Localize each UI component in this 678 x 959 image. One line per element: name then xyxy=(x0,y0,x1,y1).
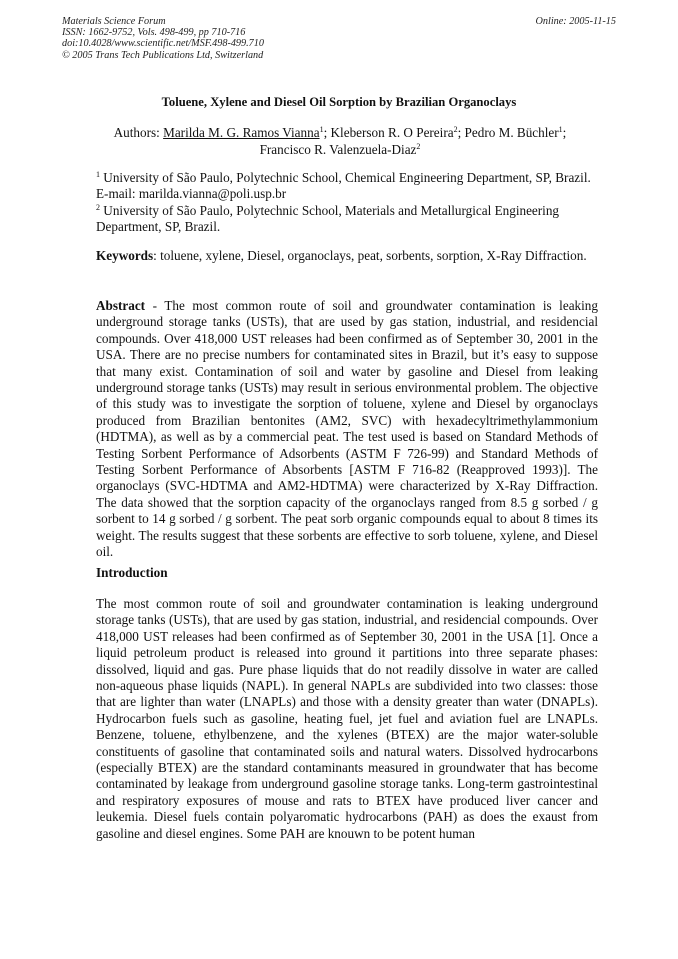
abstract-label: Abstract xyxy=(96,298,146,313)
online-date: Online: 2005-11-15 xyxy=(535,16,616,27)
author-4-affiliation: 2 xyxy=(416,142,421,151)
author-3: ; Pedro M. Büchler xyxy=(457,125,559,140)
introduction-text: The most common route of soil and groundwater contamination is leaking underground storage tanks (USTs), that are used by gas station, industrial, and residencial compounds. Over 418,000 UST releases had been confirmed as of September 30, 2001 in the USA [1]. Once a liquid petroleum product is released into ground it partitions into three separate phases: dissolved, liquid and gas. Pure phase liquids that do not readily dissolve in water are called non-aqueous phase liquids (NAPL). In general NAPLs are subdivided into two classes: those that are lighter than water (LNAPLs) and those with a density greater than water (DNAPLs). Hydrocarbon fuels such as gasoline, heating fuel, jet fuel and aviation fuel are LNAPLs. Benzene, toluene, ethylbenzene, and the xylenes (BTEX) are the major water-soluble constituents of gasoline that contaminated soils and natural waters. Dissolved hydrocarbons (especially BTEX) are the standard contaminants measured in groundwater that has become contaminated by leakage from underground gasoline storage tanks. Long-term gastrointestinal and respiratory exposures of mouse and rats to BTEX have produced liver cancer and leukemia. Diesel fuels contain polyaromatic hydrocarbons (PAH) as does the exaust from gasoline and diesel engines. Some PAH are knouwn to be potent human xyxy=(96,596,598,841)
author-4: Francisco R. Valenzuela-Diaz xyxy=(259,142,417,157)
journal-name: Materials Science Forum xyxy=(62,16,166,27)
affiliation-2-text: University of São Paulo, Polytechnic School, Materials and Metallurgical Engineering Department, SP, Brazil. xyxy=(96,202,560,235)
doi-line: doi:10.4028/www.scientific.net/MSF.498-499.710 xyxy=(62,38,264,50)
author-separator: ; xyxy=(562,125,567,140)
keywords-label: Keywords xyxy=(96,248,154,263)
journal-header xyxy=(62,16,264,61)
author-list xyxy=(96,124,584,158)
abstract xyxy=(96,298,598,561)
affiliation-1-marker: 1 xyxy=(96,170,100,179)
affiliation-2 xyxy=(96,203,598,236)
author-1-affiliation: 1 xyxy=(319,125,324,134)
authors-label: Authors: xyxy=(113,125,164,140)
author-2: ; Kleberson R. O Pereira xyxy=(323,125,454,140)
affiliation-2-marker: 2 xyxy=(96,202,100,212)
author-1: Marilda M. G. Ramos Vianna xyxy=(163,125,320,140)
paper-title: Toluene, Xylene and Diesel Oil Sorption by Brazilian Organoclays xyxy=(161,95,517,109)
copyright-line: © 2005 Trans Tech Publications Ltd, Switzerland xyxy=(62,49,264,61)
abstract-text: - The most common route of soil and groundwater contamination is leaking underground storage tanks (USTs), that are used by gas station, industrial, and residencial compounds. Over 418,000 UST releases had been confirmed as of September 30, 2001 in the USA. There are no precise numbers for contaminated sites in Brazil, but it’s easy to suppose that many exist. Contamination of soil and water by gasoline and Diesel from leaking underground storage tanks (USTs) may result in serious environmental problem. The objective of this study was to investigate the sorption of toluene, xylene and Diesel by organoclays produced from Brazilian bentonites (AM2, SVC) with hexadecyltrimethylammonium (HDTMA), as well as by a commercial peat. The test used is based on Standard Methods of Testing Sorbent Performance of Adsorbents (ASTM F 726-99) and Standard Methods of Testing Sorbent Performance of Absorbents [ASTM F 716-82 (Reapproved 1993)]. The organoclays (SVC-HDTMA and AM2-HDTMA) were characterized by X-Ray Diffraction. The data showed that the sorption capacity of the organoclays ranged from 8.5 g sorbed / g sorbent to 14 g sorbed / g sorbent. The peat sorb organic compounds equal to about 8 times its weight. The results suggest that these sorbents are effective to sorb toluene, xylene, and Diesel oil. xyxy=(96,298,598,560)
affiliations xyxy=(96,170,598,236)
introduction-heading: Introduction xyxy=(96,565,168,580)
issn-line: ISSN: 1662-9752, Vols. 498-499, pp 710-716 xyxy=(62,27,246,39)
keywords-text: : toluene, xylene, Diesel, organoclays, peat, sorbents, sorption, X-Ray Diffraction. xyxy=(153,248,587,263)
affiliation-1 xyxy=(96,170,598,203)
affiliation-1-text: University of São Paulo, Polytechnic School, Chemical Engineering Department, SP, Brazil. E-mail: marilda.vianna@poli.usp.br xyxy=(96,170,591,202)
author-3-affiliation: 1 xyxy=(558,125,563,134)
keywords xyxy=(96,248,598,264)
author-2-affiliation: 2 xyxy=(453,125,458,134)
